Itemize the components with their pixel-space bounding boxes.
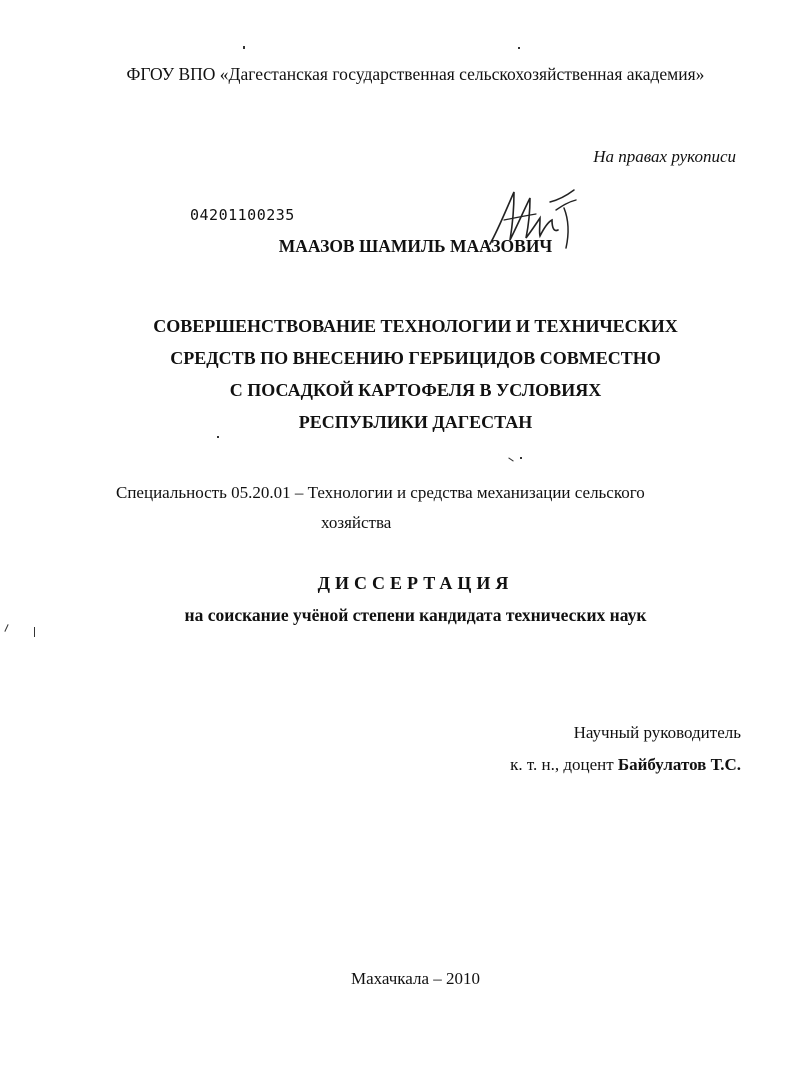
scan-speck [518,47,520,49]
title-line: СРЕДСТВ ПО ВНЕСЕНИЮ ГЕРБИЦИДОВ СОВМЕСТНО [170,348,661,368]
specialty-line-2: хозяйства [321,513,392,532]
document-type: ДИССЕРТАЦИЯ [317,573,514,593]
author-name: МААЗОВ ШАМИЛЬ МААЗОВИЧ [278,236,553,256]
scan-speck [243,46,245,49]
scan-speck [508,457,513,461]
advisor-title: к. т. н., доцент [510,755,618,774]
registry-number: 04201100235 [190,206,295,224]
advisor-line [510,755,741,775]
manuscript-note: На правах рукописи [593,147,736,166]
scan-speck [34,627,35,637]
city-year: Махачкала – 2010 [350,969,481,988]
institution-name: ФГОУ ВПО «Дагестанская государственная сельскохозяйственная академия» [126,64,705,84]
scan-speck [520,457,522,459]
dissertation-title [0,310,791,438]
title-line: РЕСПУБЛИКИ ДАГЕСТАН [298,412,533,432]
advisor-role: Научный руководитель [573,723,741,742]
specialty-line-1: Специальность 05.20.01 – Технологии и средства механизации сельского [116,483,645,502]
degree-statement: на соискание учёной степени кандидата технических наук [184,605,647,625]
title-line: СОВЕРШЕНСТВОВАНИЕ ТЕХНОЛОГИИ И ТЕХНИЧЕСКИХ [153,316,678,336]
advisor-name: Байбулатов Т.С. [617,755,741,774]
title-line: С ПОСАДКОЙ КАРТОФЕЛЯ В УСЛОВИЯХ [229,380,602,400]
